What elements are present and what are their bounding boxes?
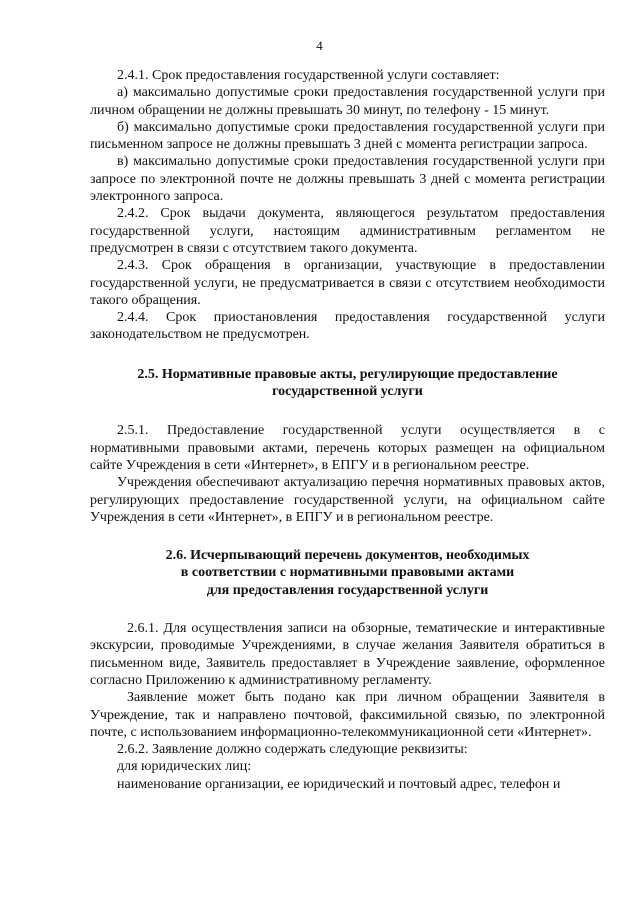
paragraph-2-4-4: 2.4.4. Срок приостановления предоставления государственной услуги законодательством не предусмотрен.: [90, 310, 605, 343]
section-heading-2-5-line1: 2.5. Нормативные правовые акты, регулирующие предоставление: [137, 366, 558, 382]
paragraph-2-6-1-cont: Заявление может быть подано как при личном обращении Заявителя в Учреждение, так и направлено почтовой, факсимильной связью, по электронной почте, с использованием информационно-телекоммуникационной сети «Интернет».: [90, 690, 605, 740]
paragraph-2-4-1-v: в) максимально допустимые сроки предоставления государственной услуги при запросе по электронной почте не должны превышать 3 дней с момента регистрации электронного запроса.: [90, 154, 605, 205]
section-heading-2-6-line3: для предоставления государственной услуги: [206, 582, 489, 598]
spacer: [90, 599, 605, 620]
paragraph-2-6-2-org: наименование организации, ее юридический и почтовый адрес, телефон и: [117, 776, 561, 792]
paragraph-2-6-2: 2.6.2. Заявление должно содержать следующие реквизиты:: [117, 742, 468, 758]
paragraph-2-4-1: 2.4.1. Срок предоставления государственной услуги составляет:: [117, 68, 500, 83]
spacer: [90, 526, 605, 547]
paragraph-2-6-1: 2.6.1. Для осуществления записи на обзорные, тематические и интерактивные экскурсии, проводимые Учреждениями, в случае желания Заявителя обратиться в письменном виде, Заявитель предоставляет в Учреждение заявление, оформленное согласно Приложению к административному регламенту.: [90, 621, 605, 688]
section-heading-2-6: [90, 547, 605, 599]
section-heading-2-6-line2: в соответствии с нормативными правовыми актами: [180, 565, 515, 581]
section-heading-2-5-line2: государственной услуги: [272, 384, 423, 400]
paragraph-2-4-3: 2.4.3. Срок обращения в организации, участвующие в предоставлении государственной услуги, не предусматривается в связи с отсутствием необходимости такого обращения.: [90, 258, 605, 308]
paragraph-2-5-2: Учреждения обеспечивают актуализацию перечня нормативных правовых актов, регулирующих предоставление государственной услуги, на официальном сайте Учреждения в сети «Интернет», в ЕПГУ и в региональном реестре.: [90, 475, 605, 525]
spacer: [90, 400, 605, 422]
spacer: [90, 344, 605, 366]
paragraph-2-4-2: 2.4.2. Срок выдачи документа, являющегося результатом предоставления государственной услуги, настоящим административным регламентом не предусмотрен в связи с отсутствием такого документа.: [90, 206, 605, 256]
paragraph-2-4-1-a: а) максимально допустимые сроки предоставления государственной услуги при личном обращении не должны превышать 30 минут, по телефону - 15 минут.: [90, 85, 605, 118]
paragraph-2-4-1-b: б) максимально допустимые сроки предоставления государственной услуги при письменном запросе не должны превышать 3 дней с момента регистрации запроса.: [90, 119, 605, 153]
paragraph-2-6-2-legal: для юридических лиц:: [117, 759, 252, 775]
section-heading-2-5: [90, 366, 605, 401]
section-heading-2-6-line1: 2.6. Исчерпывающий перечень документов, необходимых: [165, 548, 530, 564]
document-body: [90, 67, 605, 793]
page-number: 4: [316, 38, 323, 53]
paragraph-2-5-1: 2.5.1. Предоставление государственной услуги осуществляется в с нормативными правовыми актами, перечень которых размещен на официальном сайте Учреждения в сети «Интернет», в ЕПГУ и в региональном реестре.: [90, 423, 605, 473]
